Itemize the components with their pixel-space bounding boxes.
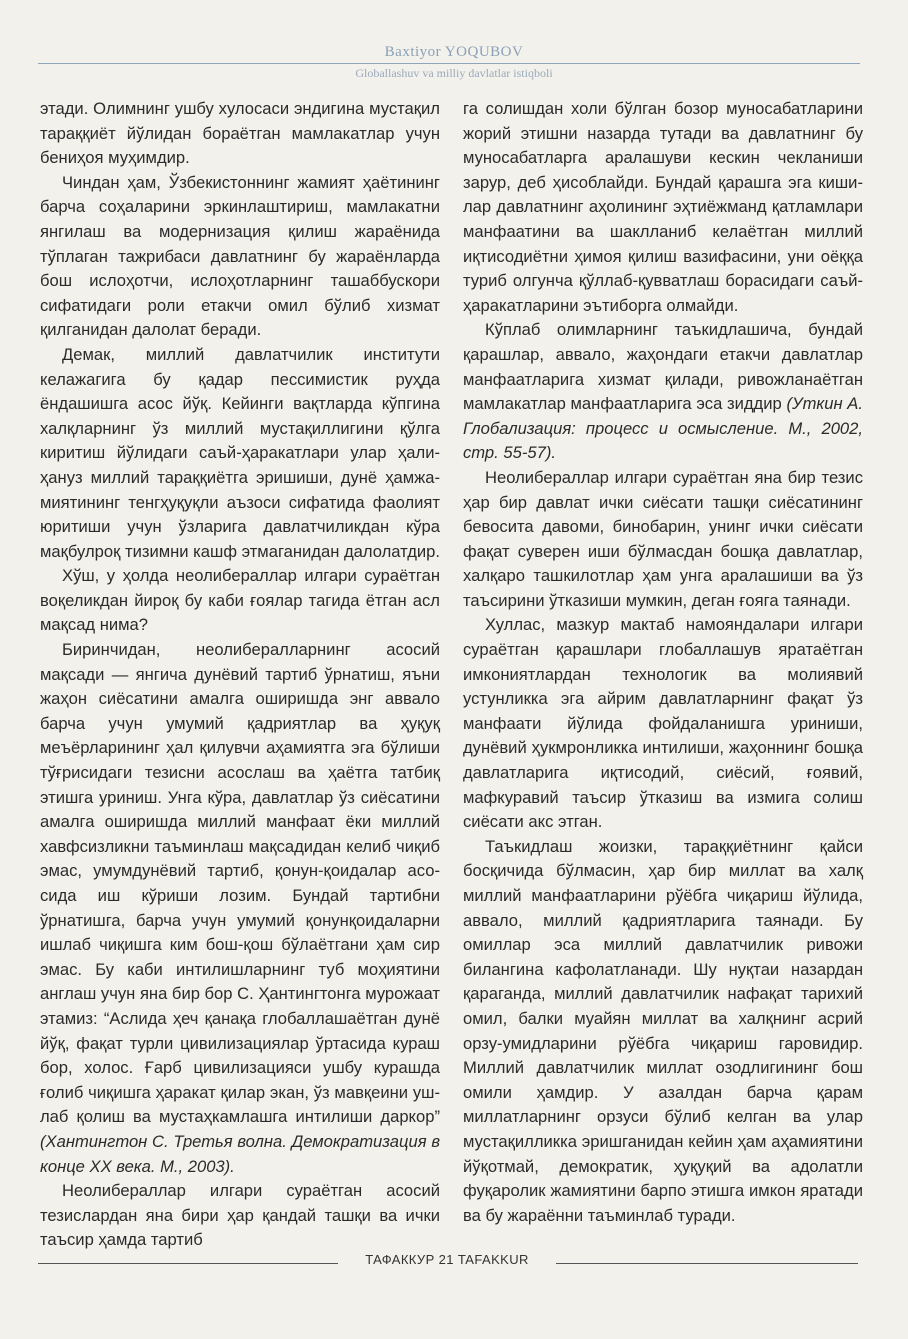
paragraph: этади. Олимнинг ушбу хулосаси эндигина мустақил тараққиёт йўлидан бораётган мамлакатлар учун бениҳоя муҳимдир. xyxy=(40,99,440,168)
page-footer xyxy=(0,1252,908,1272)
paragraph: Неолибераллар илгари сураётган асосий тезислардан яна бири ҳар қандай ташқи ва ички таъсир ҳамда тартиб xyxy=(40,1181,440,1250)
paragraph xyxy=(463,318,863,466)
paragraph-text: Биринчидан, неолибералларнинг асосий мақсади — янгича дунёвий тартиб ўрнатиш, яъни жаҳон сиёсатини амалга оширишда энг аввало барча учун умумий қадриятлар ва ҳуқуқ меъёрларининг ҳал қилувчи аҳамиятга эга бўлиши тўғрисидаги тезисни асослаш ва ҳаётга татбиқ этишга уриниш. Унга кўра, давлатлар ўз сиёсатини амалга оширишда миллий манфаат ёки миллий хавфсизликни таъминлаш мақсадидан келиб чиқиб эмас, умумдунёвий тартиб, қонун-қоидалар асосида иш кўриши лозим. Бундай тартибни ўрнатишга, барча учун умумий қонунқоидаларни ишлаб чиқишга ким бош-қош бўлаётгани ҳам сир эмас. Бу каби интилишларнинг туб моҳиятини англаш учун яна бир бор С. Ҳантингтонга мурожаат этамиз: “Аслида ҳеч қанақа глобаллашаётган дунё йўқ, фақат турли цивилизациялар ўртасида кураш бор, холос. Ғарб цивилизацияси ушбу курашда ғолиб чиқишга ҳаракат қилар экан, ўз мавқеини ушлаб қолиш ва мустаҳкамлашга интилиши даркор” xyxy=(40,640,440,1127)
paragraph-text: Кўплаб олимларнинг таъкидлашича, бундай қарашлар, аввало, жаҳондаги етакчи давлатлар манфаатларига хизмат қилади, ривожланаётган мамлакатлар манфаатларига эса зиддир xyxy=(463,320,863,414)
paragraph: Хўш, у ҳолда неолибераллар илгари сураётган воқеликдан йироқ бу каби ғоялар тагида ётган асл мақсад нима? xyxy=(40,566,440,635)
citation: (Уткин А. Глобализация: процесс и осмысление. М., 2002, стр. 55-57). xyxy=(463,394,863,463)
header-divider xyxy=(38,63,860,64)
paragraph: Демак, миллий давлатчилик институти келажагига бу қадар пессимистик руҳда ёндашишга асос йўқ. Кейинги вақтларда кўпгина халқларнинг ўз миллий мустақиллигини қўлга киритиш йўлидаги саъй-ҳаракатлари улар ҳали-ҳануз миллий тараққиётга эришиши, дунё ҳамжамиятининг тенгҳуқуқли аъзоси сифатида фаолият юритиши учун ўзларига давлатчиликдан кўра мақбулроқ тизимни кашф этмаганидан далолатдир. xyxy=(40,344,441,561)
paragraph: Хуллас, мазкур мактаб намояндалари илгари сураётган қарашлари глобаллашув яратаётган имкониятлардан технологик ва молиявий устунликка эга айрим давлатларнинг фақат ўз манфаати йўлида фойдаланишга уриниши, дунёвий ҳукмронликка интилиши, жаҳоннинг бошқа давлатларига иқтисодий, сиёсий, ғоявий, мафкуравий таъсир ўтказиш ва измига солиш сиёсати акс этган. xyxy=(463,615,863,832)
citation: (Хантингтон С. Третья волна. Демократизация в конце ХХ века. М., 2003). xyxy=(40,1131,440,1176)
paragraph: Таъкидлаш жоизки, тараққиётнинг қайси босқичида бўлмасин, ҳар бир миллат ва халқ миллий манфаатларини рўёбга чиқариш йўлида, аввало, миллий қадриятларига таянади. Бу омиллар эса миллий давлатчилик ривожи билангина кафолатланади. Шу нуқтаи назардан қараганда, миллий давлатчилик нафақат тарихий омил, балки муайян миллат ва халқнинг асрий орзу-умидларини рўёбга чиқариш гаровидир. Миллий давлатчилик миллат озодлигининг бош омили ҳамдир. У азалдан барча қарам миллатларнинг орзуси бўлиб келган ва улар мустақилликка эришганидан кейин ҳам аҳамиятини йўқотмай, демократик, ҳуқуқий ва адолатли фуқаролик жамиятини барпо этишга имкон яратади ва бу жараённи таъминлаб туради. xyxy=(463,836,863,1225)
footer-rule-right xyxy=(556,1263,858,1264)
footer-rule-left xyxy=(38,1263,338,1264)
paragraph xyxy=(40,638,440,1179)
paragraph: Неолибераллар илгари сураётган яна бир тезис ҳар бир давлат ички сиёсати ташқи сиёсатининг бевосита давоми, бинобарин, унинг ички сиёсати фақат суверен иши бўлмасдан бошқа давлатлар, халқаро ташкилотлар ҳам унга аралашиши ва ўз таъсирини ўтказиши мумкин, деган ғояга таянади. xyxy=(463,467,863,610)
paragraph: га солишдан холи бўлган бозор муносабатларини жорий этишни назарда тутади ва давлатнинг бу муносабатларга аралашуви кескин чекланиши зарур, деб ҳисоблайди. Бундай қарашга эга кишилар давлатнинг аҳолининг эҳтиёжманд қатламлари манфаатини ва шаклланиб келаётган миллий иқтисодиётни ҳимоя қилиш вазифасини, уни оёққа туриб олгунча қўллаб-қувватлаш борасидаги саъй-ҳаракатларини эътиборга олмайди. xyxy=(463,99,863,315)
right-column xyxy=(463,97,863,1228)
left-column xyxy=(40,97,440,1253)
footer-page-label: ТАФАККУР 21 TAFAKKUR xyxy=(365,1252,529,1267)
header-author: Baxtiyor YOQUBOV xyxy=(384,44,524,60)
paragraph: Чиндан ҳам, Ўзбекистоннинг жамият ҳаётининг барча соҳаларини эркинлаштириш, мамлакатни янгилаш ва модернизация қилиш жараёнида тўплаган тажрибаси давлатнинг бу жараёнларда бош ислоҳотчи, ислоҳотларнинг ташаббускори сифатидаги роли етакчи омил бўлиб хизмат қилганидан далолат беради. xyxy=(40,172,440,340)
header-subtitle: Globallashuv va milliy davlatlar istiqboli xyxy=(355,66,553,80)
